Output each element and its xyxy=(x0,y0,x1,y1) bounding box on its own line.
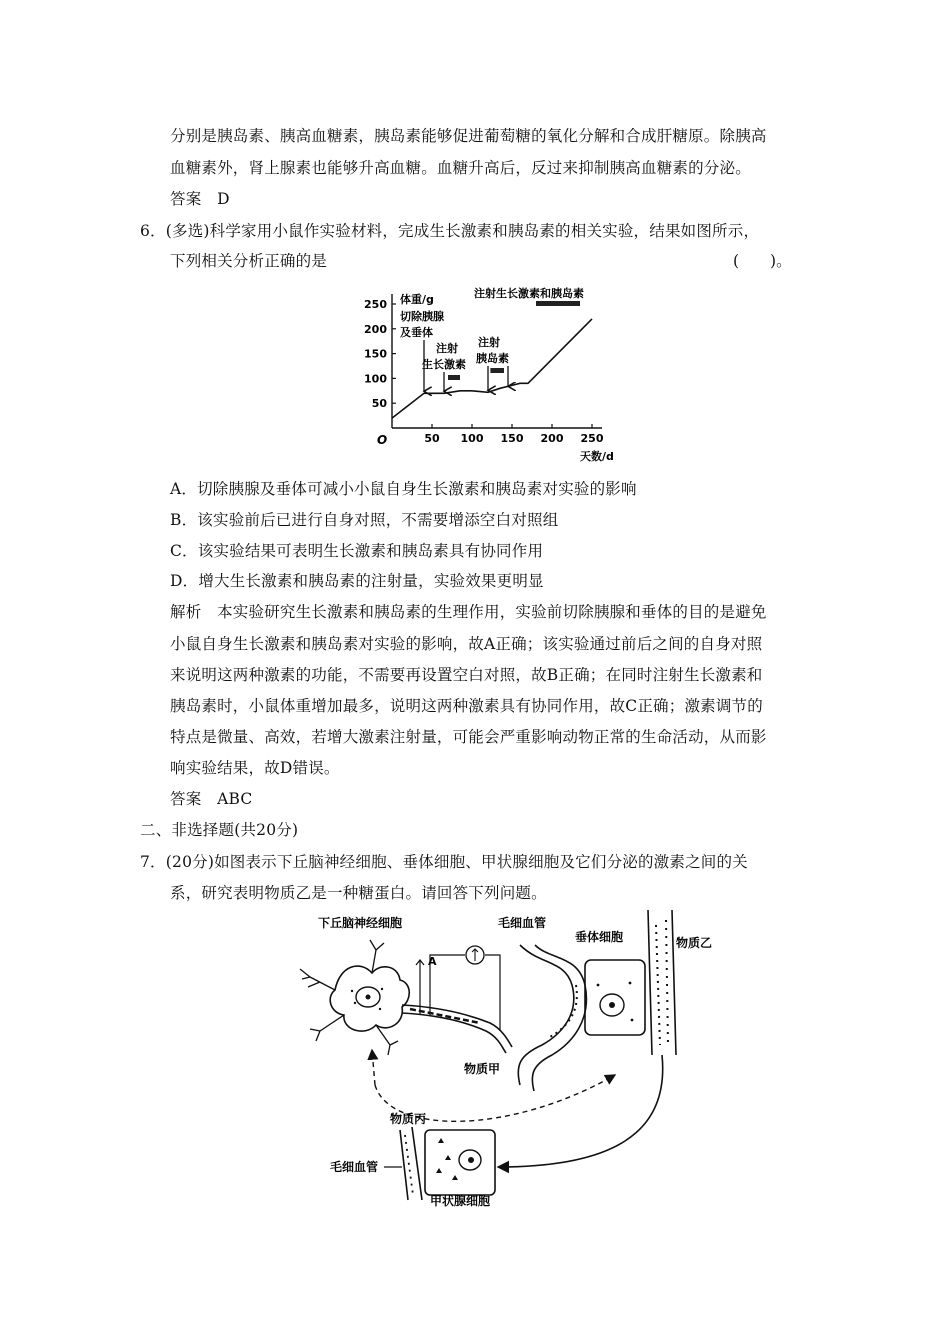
q6-option-b: B．该实验前后已进行自身对照，不需要增添空白对照组 xyxy=(170,511,559,529)
bar-ins xyxy=(490,368,504,373)
annot-ins-line1: 注射 xyxy=(478,336,500,349)
q6-analysis-line6: 响实验结果，故D错误。 xyxy=(170,759,340,777)
label-a: A xyxy=(428,955,437,968)
vessel-right xyxy=(648,910,676,1055)
bar-both xyxy=(536,301,580,306)
x-tick-label: 50 xyxy=(424,432,440,445)
bar-gh xyxy=(448,375,460,380)
q6-answer: 答案 ABC xyxy=(170,790,253,808)
label-capillary-bottom: 毛细血管 xyxy=(330,1160,379,1174)
weight-chart xyxy=(340,280,640,465)
hypothalamic-neuron xyxy=(300,940,512,1055)
y-tick-label: 150 xyxy=(364,347,387,361)
label-thyroid: 甲状腺细胞 xyxy=(430,1194,491,1208)
q5-text-line1: 分别是胰岛素、胰高血糖素，胰岛素能够促进葡萄糖的氧化分解和合成肝糖原。除胰高 xyxy=(170,127,767,145)
q6-analysis-line1: 解析 本实验研究生长激素和胰岛素的生理作用，实验前切除胰腺和垂体的目的是避免 xyxy=(170,603,767,621)
q6-analysis-line4: 胰岛素时，小鼠体重增加最多，说明这两种激素具有协同作用，故C正确；激素调节的 xyxy=(170,697,763,715)
label-substance-a: 物质甲 xyxy=(464,1062,501,1076)
q6-option-c: C．该实验结果可表明生长激素和胰岛素具有协同作用 xyxy=(170,542,544,560)
q6-analysis-line5: 特点是微量、高效，若增大激素注射量，可能会严重影响动物正常的生命活动，从而影 xyxy=(170,728,767,746)
q6-option-a: A．切除胰腺及垂体可减小小鼠自身生长激素和胰岛素对实验的影响 xyxy=(170,480,637,498)
y-tick-label: 100 xyxy=(364,372,387,386)
x-tick-label: 200 xyxy=(540,432,564,445)
annot-cut-line2: 及垂体 xyxy=(400,326,433,339)
x-axis-label: 天数/d xyxy=(580,450,614,463)
section-title: 二、非选择题(共20分) xyxy=(140,821,299,839)
capillary-top xyxy=(518,945,586,1091)
hormone-diagram xyxy=(280,905,713,1208)
q6-stem-line2: 下列相关分析正确的是 xyxy=(170,252,328,270)
annot-gh-line1: 注射 xyxy=(436,342,458,355)
label-hypothalamus: 下丘脑神经细胞 xyxy=(318,916,403,930)
label-capillary-top: 毛细血管 xyxy=(498,916,547,930)
x-tick-label: 100 xyxy=(460,432,484,445)
label-substance-b: 物质乙 xyxy=(676,936,713,950)
label-pituitary: 垂体细胞 xyxy=(575,930,624,944)
annot-gh-line2: 生长激素 xyxy=(422,358,466,371)
pituitary-cell xyxy=(585,960,645,1035)
annot-both: 注射生长激素和胰岛素 xyxy=(474,287,584,300)
q6-option-d: D．增大生长激素和胰岛素的注射量，实验效果更明显 xyxy=(170,572,544,590)
q7-stem-line2: 系，研究表明物质乙是一种糖蛋白。请回答下列问题。 xyxy=(170,884,547,902)
y-tick-label: 250 xyxy=(364,298,387,311)
label-substance-c: 物质丙 xyxy=(390,1112,427,1126)
q6-stem-line1: 6．(多选)科学家用小鼠作实验材料，完成生长激素和胰岛素的相关实验，结果如图所示， xyxy=(140,222,760,240)
thyroid-cell xyxy=(400,1127,495,1200)
annot-cut-line1: 切除胰腺 xyxy=(400,310,444,323)
q7-stem-line1: 7．(20分)如图表示下丘脑神经细胞、垂体细胞、甲状腺细胞及它们分泌的激素之间的关 xyxy=(140,853,748,871)
y-tick-label: 50 xyxy=(371,397,387,411)
annot-ins-line2: 胰岛素 xyxy=(476,352,509,365)
y-tick-label: 200 xyxy=(364,322,387,336)
q5-text-line2: 血糖素外，肾上腺素也能够升高血糖。血糖升高后，反过来抑制胰高血糖素的分泌。 xyxy=(170,159,751,177)
origin-label: O xyxy=(377,433,388,447)
q6-answer-paren: ( )。 xyxy=(733,252,792,270)
q6-analysis-line3: 来说明这两种激素的功能，不需要再设置空白对照，故B正确；在同时注射生长激素和 xyxy=(170,666,763,684)
x-tick-label: 150 xyxy=(500,432,524,445)
y-axis-label: 体重/g xyxy=(400,293,434,306)
q6-analysis-line2: 小鼠自身生长激素和胰岛素对实验的影响，故A正确；该实验通过前后之间的自身对照 xyxy=(170,635,763,653)
q5-answer: 答案 D xyxy=(170,190,230,208)
x-tick-label: 250 xyxy=(580,432,604,445)
